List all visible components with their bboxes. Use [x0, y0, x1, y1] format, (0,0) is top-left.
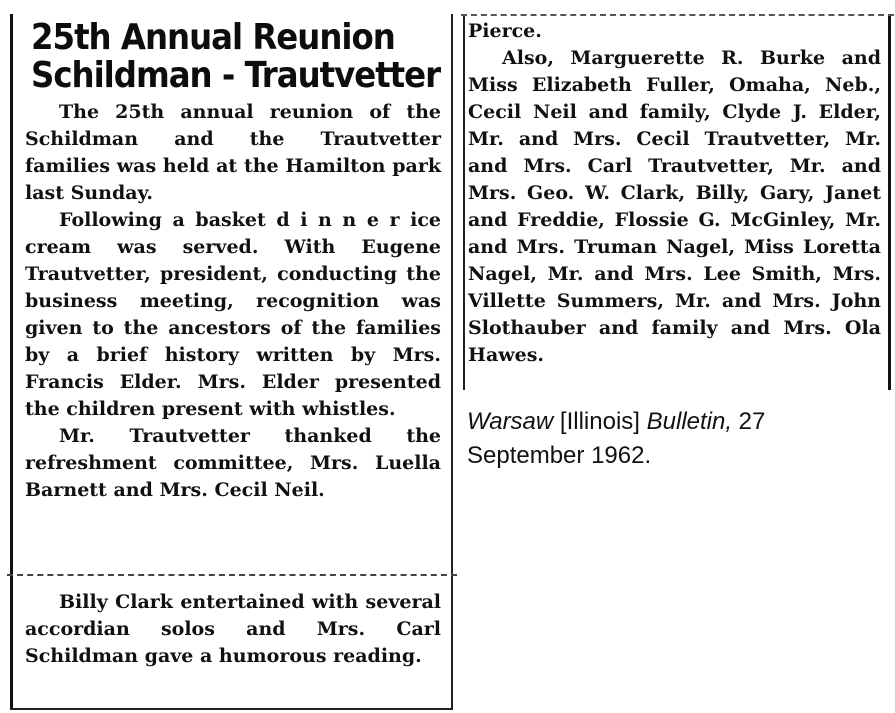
paragraph-attendees: Also, Marguerette R. Burke and Miss Elizabeth Fuller, Omaha, Neb., Cecil Neil and family, Clyde J. Elder, Mr. and Mrs. Cecil Trautvetter, Mr. and Mrs. Carl Trautvetter, Mr. and Mrs. Geo. W. Clark, Billy, Gary, Janet and Freddie, Flossie G. McGinley, Mr. and Mrs. Truman Nagel, Miss Loretta Nagel, Mr. and Mrs. Lee Smith, Mrs. Villette Summers, Mr. and Mrs. John Slothauber and family and Mrs. Ola Hawes.: [468, 47, 881, 366]
article-body-left: [25, 99, 441, 504]
source-caption: [467, 405, 867, 473]
caption-paper: Bulletin,: [646, 408, 733, 435]
headline-line-2: Schildman - Trautvetter: [31, 55, 441, 96]
caption-date: 27 September 1962.: [467, 408, 766, 469]
caption-publication: Warsaw: [467, 408, 554, 435]
bottom-rule: [10, 708, 453, 710]
headline-line-1: 25th Annual Reunion: [31, 17, 395, 58]
column-break-line: [7, 574, 457, 576]
paragraph-1: The 25th annual reunion of the Schildman and the Trautvetter families was held at the Hamilton park last Sunday.: [25, 101, 441, 204]
left-clipping: [10, 14, 453, 710]
article-body-left-continued: [25, 589, 441, 670]
paragraph-continued: Pierce.: [468, 20, 542, 42]
right-clipping: [463, 14, 891, 390]
caption-state: [Illinois]: [553, 408, 647, 435]
paragraph-3: Mr. Trautvetter thanked the refreshment committee, Mrs. Luella Barnett and Mrs. Cecil Neil.: [25, 425, 441, 501]
article-body-right: [468, 18, 881, 369]
paragraph-4: Billy Clark entertained with several accordian solos and Mrs. Carl Schildman gave a humorous reading.: [25, 591, 441, 667]
paragraph-2: Following a basket d i n n e r ice cream was served. With Eugene Trautvetter, president, conducting the business meeting, recognition was given to the ancestors of the families by a brief history written by Mrs. Francis Elder. Mrs. Elder presented the children present with whistles.: [25, 209, 441, 420]
top-dashed-rule: [461, 14, 894, 16]
